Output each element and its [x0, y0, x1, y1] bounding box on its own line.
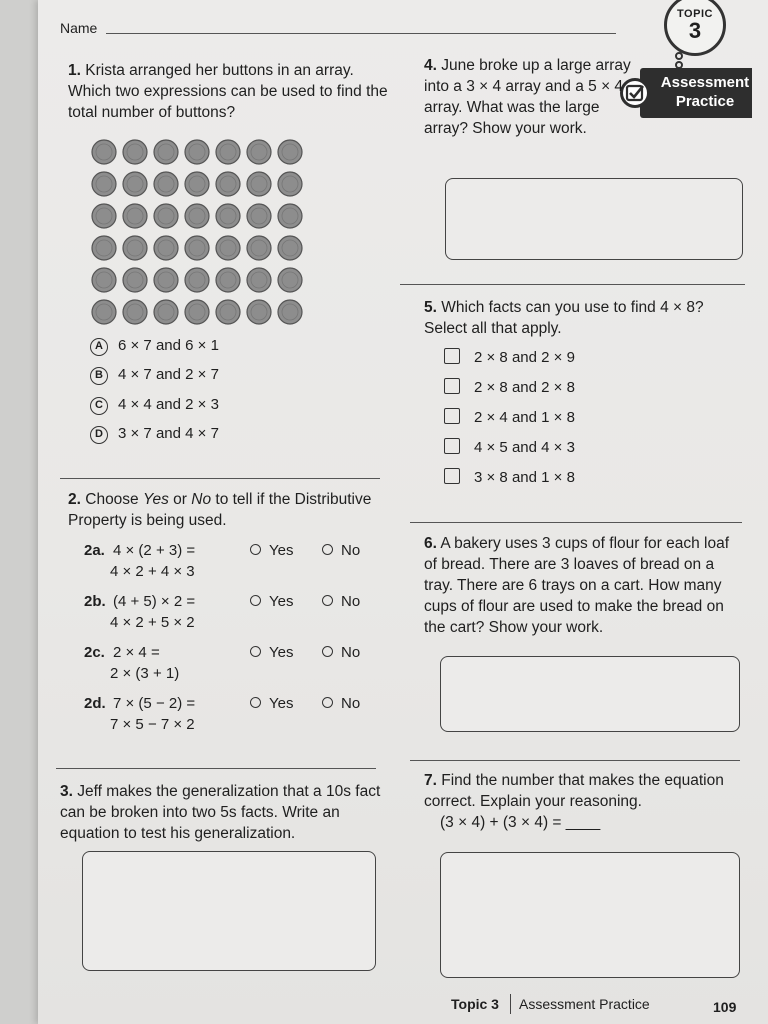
q1-option-d-bubble[interactable]: D: [90, 426, 108, 444]
q5-option-3-text: 2 × 4 and 1 × 8: [474, 409, 575, 426]
array-button-icon: [216, 140, 240, 164]
array-button-icon: [278, 268, 302, 292]
question-6-text: A bakery uses 3 cups of flour for each loaf of bread. There are 3 loaves of bread on a tray. There are 6 trays on a cart. How many cups of flour are used to make the bread on the cart? Show your work.: [424, 535, 730, 636]
question-7-answer-box[interactable]: [440, 852, 740, 978]
q2a-yes-option[interactable]: [250, 542, 293, 559]
q2c-yes-label: Yes: [269, 644, 294, 661]
q1-option-d-text: 3 × 7 and 4 × 7: [118, 425, 219, 442]
question-3-prompt: [60, 781, 400, 844]
question-2-text-or: or: [168, 491, 192, 508]
question-6-answer-box[interactable]: [440, 656, 740, 732]
question-1-prompt: [68, 60, 388, 123]
q1-option-b-text: 4 × 7 and 2 × 7: [118, 366, 219, 383]
q2b-yes-label: Yes: [269, 593, 294, 610]
q5-option-3[interactable]: [444, 408, 575, 426]
array-button-icon: [278, 236, 302, 260]
question-6-prompt: [424, 533, 744, 638]
array-button-icon: [247, 204, 271, 228]
array-button-icon: [123, 172, 147, 196]
q1-option-c[interactable]: [90, 396, 370, 418]
q2c-no-radio[interactable]: [322, 646, 333, 657]
q5-option-5-text: 3 × 8 and 1 × 8: [474, 469, 575, 486]
array-button-icon: [278, 300, 302, 324]
q5-option-1-text: 2 × 8 and 2 × 9: [474, 349, 575, 366]
question-7-number: 7.: [424, 772, 437, 789]
array-button-icon: [185, 236, 209, 260]
name-label: Name: [60, 20, 98, 36]
question-4-text: June broke up a large array into a 3 × 4 array and a 5 × 4 array. What was the large array? Show your work.: [424, 57, 631, 137]
array-button-icon: [185, 300, 209, 324]
q2c-expression-1: 2 × 4 =: [113, 644, 160, 661]
q2b-no-option[interactable]: [322, 593, 360, 610]
footer-topic: Topic 3: [451, 996, 499, 1012]
q2b-label: 2b.: [84, 593, 106, 610]
badge-line-2: Practice: [675, 93, 735, 110]
array-button-icon: [185, 140, 209, 164]
q2a-no-label: No: [341, 542, 361, 559]
divider: [56, 768, 376, 769]
question-5-number: 5.: [424, 299, 437, 316]
page-number: 109: [713, 999, 737, 1015]
question-4-number: 4.: [424, 57, 437, 74]
q2a-label: 2a.: [84, 542, 105, 559]
q2c-no-option[interactable]: [322, 644, 360, 661]
q2c-expression-2: 2 × (3 + 1): [110, 665, 180, 682]
divider: [60, 478, 380, 479]
q2a-no-radio[interactable]: [322, 544, 333, 555]
q2b-expression-2: 4 × 2 + 5 × 2: [110, 614, 195, 631]
q2d-no-radio[interactable]: [322, 697, 333, 708]
q2a-no-option[interactable]: [322, 542, 360, 559]
assessment-practice-badge: [640, 68, 752, 118]
question-5-text: Which facts can you use to find 4 × 8? Select all that apply.: [424, 299, 704, 337]
divider: [410, 760, 740, 761]
q5-option-5[interactable]: [444, 468, 575, 486]
array-button-icon: [185, 172, 209, 196]
array-button-icon: [92, 300, 116, 324]
name-field-line[interactable]: [106, 33, 616, 34]
question-7-text: Find the number that makes the equation correct. Explain your reasoning.: [424, 772, 724, 810]
q5-option-4[interactable]: [444, 438, 575, 456]
question-2-no-word: No: [191, 491, 212, 508]
question-2-text-before: Choose: [85, 491, 143, 508]
q2a-yes-radio[interactable]: [250, 544, 261, 555]
array-button-icon: [123, 140, 147, 164]
array-button-icon: [154, 300, 178, 324]
question-1-number: 1.: [68, 62, 81, 79]
array-button-icon: [278, 204, 302, 228]
q2b-expression-1: (4 + 5) × 2 =: [113, 593, 196, 610]
array-button-icon: [247, 236, 271, 260]
q2c-yes-radio[interactable]: [250, 646, 261, 657]
q2b-yes-radio[interactable]: [250, 595, 261, 606]
q5-option-1[interactable]: [444, 348, 575, 366]
q1-option-b-bubble[interactable]: B: [90, 367, 108, 385]
q1-option-b[interactable]: [90, 366, 370, 388]
q2c-label: 2c.: [84, 644, 105, 661]
q1-option-a[interactable]: [90, 337, 370, 359]
array-button-icon: [247, 300, 271, 324]
question-2-prompt: [68, 489, 388, 531]
q5-option-2-text: 2 × 8 and 2 × 8: [474, 379, 575, 396]
array-button-icon: [92, 140, 116, 164]
array-button-icon: [92, 236, 116, 260]
topic-word: TOPIC: [677, 8, 713, 20]
array-button-icon: [216, 172, 240, 196]
array-button-icon: [185, 268, 209, 292]
array-button-icon: [216, 268, 240, 292]
q2d-expression-1: 7 × (5 − 2) =: [113, 695, 196, 712]
q5-option-4-text: 4 × 5 and 4 × 3: [474, 439, 575, 456]
q2d-yes-option[interactable]: [250, 695, 293, 712]
question-5-prompt: [424, 297, 734, 339]
question-3-text: Jeff makes the generalization that a 10s fact can be broken into two 5s facts. Write an equation to test his generalization.: [60, 783, 381, 842]
q1-option-a-bubble[interactable]: A: [90, 338, 108, 356]
q1-option-c-text: 4 × 4 and 2 × 3: [118, 396, 219, 413]
array-button-icon: [278, 172, 302, 196]
q5-option-4-checkbox[interactable]: [444, 438, 460, 454]
q1-option-d[interactable]: [90, 425, 370, 447]
array-button-icon: [92, 172, 116, 196]
array-button-icon: [247, 268, 271, 292]
question-2-yes-word: Yes: [142, 491, 169, 508]
q5-option-1-checkbox[interactable]: [444, 348, 460, 364]
question-1-text: Krista arranged her buttons in an array. Which two expressions can be used to find the total number of buttons?: [68, 62, 388, 121]
array-button-icon: [154, 140, 178, 164]
worksheet-page: [38, 0, 768, 1024]
question-2-text-after: to tell if the Distributive Property is being used.: [68, 491, 372, 529]
question-6-number: 6.: [424, 535, 437, 552]
divider: [410, 522, 742, 523]
question-7-equation: (3 × 4) + (3 × 4) = ____: [440, 814, 601, 831]
button-array: [90, 138, 310, 328]
divider: [400, 284, 745, 285]
q2a-expression-1: 4 × (2 + 3) =: [113, 542, 196, 559]
question-3-answer-box[interactable]: [82, 851, 376, 971]
array-button-icon: [154, 268, 178, 292]
array-button-icon: [216, 300, 240, 324]
topic-number: 3: [688, 18, 702, 43]
topic-badge: [664, 0, 726, 56]
array-button-icon: [92, 268, 116, 292]
array-button-icon: [123, 300, 147, 324]
array-button-icon: [278, 140, 302, 164]
q1-option-c-bubble[interactable]: C: [90, 397, 108, 415]
q2d-no-label: No: [341, 695, 361, 712]
q5-option-2-checkbox[interactable]: [444, 378, 460, 394]
array-button-icon: [123, 236, 147, 260]
footer-title: Assessment Practice: [519, 996, 650, 1012]
q1-option-a-text: 6 × 7 and 6 × 1: [118, 337, 219, 354]
array-button-icon: [185, 204, 209, 228]
q5-option-3-checkbox[interactable]: [444, 408, 460, 424]
q2b-no-label: No: [341, 593, 361, 610]
question-7-prompt: [424, 770, 744, 833]
array-button-icon: [92, 204, 116, 228]
q2c-yes-option[interactable]: [250, 644, 293, 661]
array-button-icon: [154, 204, 178, 228]
array-button-icon: [247, 172, 271, 196]
q2d-yes-label: Yes: [269, 695, 294, 712]
q2b-no-radio[interactable]: [322, 595, 333, 606]
array-button-icon: [123, 268, 147, 292]
array-button-icon: [216, 204, 240, 228]
q2d-expression-2: 7 × 5 − 7 × 2: [110, 716, 195, 733]
q2a-expression-2: 4 × 2 + 4 × 3: [110, 563, 195, 580]
question-3-number: 3.: [60, 783, 73, 800]
array-button-icon: [123, 204, 147, 228]
array-button-icon: [247, 140, 271, 164]
array-button-icon: [154, 172, 178, 196]
question-4-prompt: [424, 55, 644, 139]
footer-separator: [510, 994, 511, 1014]
question-4-answer-box[interactable]: [445, 178, 743, 260]
array-button-icon: [216, 236, 240, 260]
question-2-number: 2.: [68, 491, 81, 508]
q2a-yes-label: Yes: [269, 542, 294, 559]
badge-line-1: Assessment: [660, 74, 750, 91]
q2b-yes-option[interactable]: [250, 593, 293, 610]
q2c-no-label: No: [341, 644, 361, 661]
q2d-no-option[interactable]: [322, 695, 360, 712]
q5-option-2[interactable]: [444, 378, 575, 396]
q2d-yes-radio[interactable]: [250, 697, 261, 708]
q5-option-5-checkbox[interactable]: [444, 468, 460, 484]
q2d-label: 2d.: [84, 695, 106, 712]
array-button-icon: [154, 236, 178, 260]
